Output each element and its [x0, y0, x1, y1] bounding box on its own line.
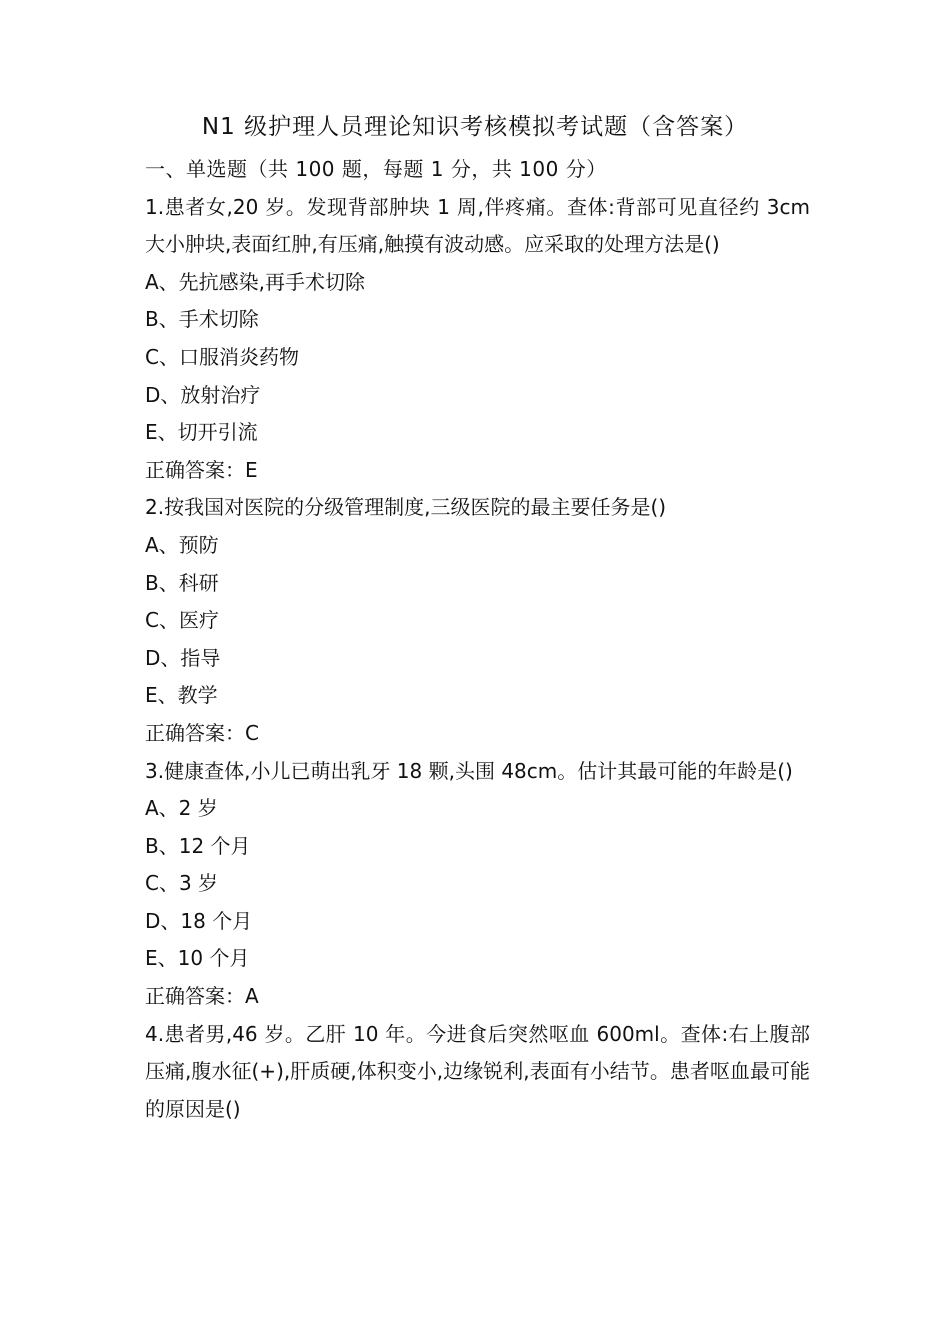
section-heading: 一、单选题（共 100 题，每题 1 分，共 100 分） — [145, 157, 607, 181]
option-c: C、口服消炎药物 — [145, 344, 299, 369]
option-c: C、3 岁 — [145, 871, 219, 896]
correct-answer: 正确答案：E — [145, 457, 258, 482]
option-b: B、手术切除 — [145, 307, 259, 332]
option-a: A、2 岁 — [145, 796, 218, 821]
option-d: D、18 个月 — [145, 908, 253, 933]
question-stem: 2.按我国对医院的分级管理制度,三级医院的最主要任务是() — [145, 495, 667, 520]
correct-answer: 正确答案：C — [145, 720, 259, 745]
question-stem: 4.患者男,46 岁。乙肝 10 年。今进食后突然呕血 600ml。查体:右上腹部压痛,腹水征(+),肝质硬,体积变小,边缘锐利,表面有小结节。患者呕血最可能的原因是() — [145, 1021, 810, 1121]
option-b: B、12 个月 — [145, 833, 251, 858]
question-3 — [145, 753, 810, 1016]
question-2 — [145, 489, 810, 752]
question-1 — [145, 189, 810, 490]
option-a: A、先抗感染,再手术切除 — [145, 269, 366, 294]
option-a: A、预防 — [145, 532, 219, 557]
exam-content — [145, 151, 810, 1128]
correct-answer: 正确答案：A — [145, 984, 259, 1009]
option-d: D、指导 — [145, 645, 221, 670]
option-e: E、10 个月 — [145, 946, 250, 971]
question-4 — [145, 1016, 810, 1129]
option-b: B、科研 — [145, 570, 219, 595]
page-title: N1 级护理人员理论知识考核模拟考试题（含答案） — [201, 114, 749, 140]
option-e: E、切开引流 — [145, 420, 258, 445]
question-stem: 1.患者女,20 岁。发现背部肿块 1 周,伴疼痛。查体:背部可见直径约 3cm 大小肿块,表面红肿,有压痛,触摸有波动感。应采取的处理方法是() — [145, 194, 810, 257]
option-d: D、放射治疗 — [145, 382, 261, 407]
option-c: C、医疗 — [145, 608, 219, 633]
option-e: E、教学 — [145, 683, 218, 708]
question-stem: 3.健康查体,小儿已萌出乳牙 18 颗,头围 48cm。估计其最可能的年龄是() — [145, 758, 793, 783]
